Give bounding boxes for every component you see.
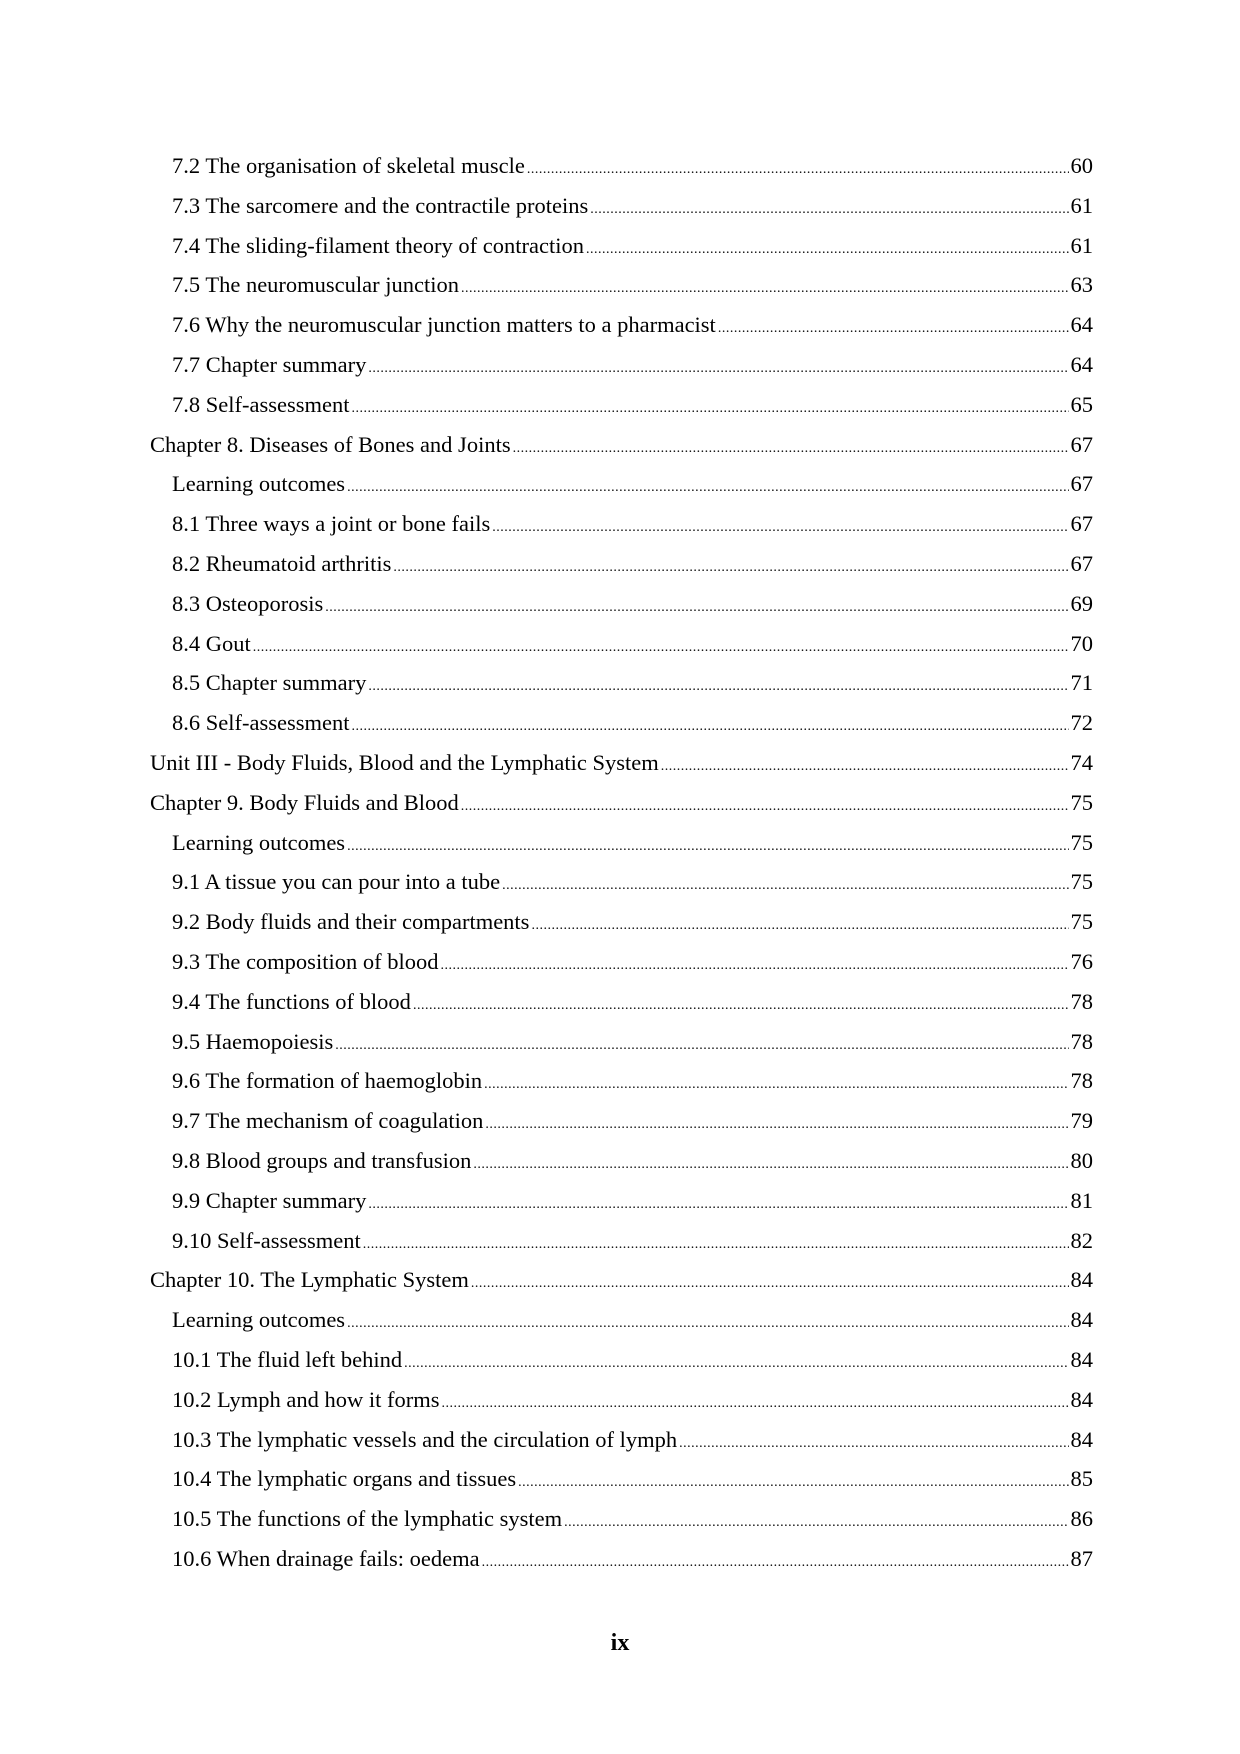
toc-entry-page: 84 xyxy=(1070,1307,1093,1333)
toc-entry-title: 9.10 Self-assessment xyxy=(172,1227,361,1253)
toc-entry[interactable] xyxy=(150,544,1093,584)
toc-dot-leader xyxy=(531,906,1068,946)
toc-entry[interactable] xyxy=(150,1141,1093,1181)
toc-entry-page: 86 xyxy=(1070,1506,1093,1532)
toc-entry[interactable] xyxy=(150,902,1093,942)
toc-entry-title: 7.2 The organisation of skeletal muscle xyxy=(172,153,525,178)
toc-entry[interactable] xyxy=(150,663,1093,703)
toc-dot-leader xyxy=(527,150,1069,190)
toc-entry-title: Chapter 10. The Lymphatic System xyxy=(150,1267,469,1293)
toc-entry-page: 61 xyxy=(1070,232,1093,258)
toc-entry[interactable] xyxy=(150,1260,1093,1300)
toc-dot-leader xyxy=(461,787,1069,827)
toc-entry-title: 9.4 The functions of blood xyxy=(172,988,411,1014)
toc-entry[interactable] xyxy=(150,464,1093,504)
toc-entry-page: 67 xyxy=(1070,550,1093,576)
toc-entry-page: 67 xyxy=(1070,511,1093,537)
toc-entry[interactable] xyxy=(150,823,1093,863)
toc-entry-page: 74 xyxy=(1070,749,1093,775)
toc-entry[interactable] xyxy=(150,265,1093,305)
toc-entry-page: 80 xyxy=(1070,1147,1093,1173)
toc-dot-leader xyxy=(564,1503,1068,1543)
toc-entry-page: 60 xyxy=(1070,153,1093,178)
toc-entry[interactable] xyxy=(150,1340,1093,1380)
toc-entry-title: Chapter 8. Diseases of Bones and Joints xyxy=(150,431,511,457)
toc-dot-leader xyxy=(347,1304,1068,1344)
toc-entry-page: 67 xyxy=(1070,431,1093,457)
toc-entry-page: 75 xyxy=(1070,789,1093,815)
toc-dot-leader xyxy=(393,548,1068,588)
toc-entry-page: 76 xyxy=(1070,948,1093,974)
toc-entry-title: 9.2 Body fluids and their compartments xyxy=(172,909,530,935)
toc-dot-leader xyxy=(440,946,1068,986)
toc-entry-page: 71 xyxy=(1070,670,1093,696)
toc-entry[interactable] xyxy=(150,425,1093,465)
toc-entry-page: 85 xyxy=(1070,1466,1093,1492)
toc-entry[interactable] xyxy=(150,1300,1093,1340)
toc-entry-title: 8.6 Self-assessment xyxy=(172,710,350,736)
toc-entry[interactable] xyxy=(150,186,1093,226)
toc-entry-title: 10.5 The functions of the lymphatic system xyxy=(172,1506,563,1532)
page-number: ix xyxy=(610,1630,630,1656)
toc-entry-title: 10.4 The lymphatic organs and tissues xyxy=(172,1466,517,1492)
toc-dot-leader xyxy=(368,1185,1068,1225)
toc-entry-title: 7.6 Why the neuromuscular junction matters to a pharmacist xyxy=(172,312,716,338)
toc-dot-leader xyxy=(351,389,1068,429)
toc-dot-leader xyxy=(484,1065,1068,1105)
toc-entry-title: 9.8 Blood groups and transfusion xyxy=(172,1147,472,1173)
toc-entry-title: 9.6 The formation of haemoglobin xyxy=(172,1068,483,1094)
toc-entry-page: 84 xyxy=(1070,1426,1093,1452)
toc-entry-title: 10.3 The lymphatic vessels and the circulation of lymph xyxy=(172,1426,678,1452)
toc-entry-title: 9.9 Chapter summary xyxy=(172,1187,367,1213)
toc-entry-title: Learning outcomes xyxy=(172,471,346,497)
toc-entry-title: 10.6 When drainage fails: oedema xyxy=(172,1545,480,1571)
toc-entry-title: 7.7 Chapter summary xyxy=(172,351,367,377)
toc-entry-page: 78 xyxy=(1070,1068,1093,1094)
toc-dot-leader xyxy=(325,588,1068,628)
toc-entry[interactable] xyxy=(150,1499,1093,1539)
toc-entry[interactable] xyxy=(150,862,1093,902)
toc-entry-title: Chapter 9. Body Fluids and Blood xyxy=(150,789,459,815)
toc-entry-page: 79 xyxy=(1070,1108,1093,1134)
toc-entry[interactable] xyxy=(150,1539,1093,1579)
toc-dot-leader xyxy=(351,707,1068,747)
toc-entry-title: 7.5 The neuromuscular junction xyxy=(172,272,460,298)
toc-entry[interactable] xyxy=(150,1459,1093,1499)
toc-entry-title: 9.1 A tissue you can pour into a tube xyxy=(172,869,501,895)
toc-entry-title: 9.3 The composition of blood xyxy=(172,948,439,974)
toc-entry-page: 75 xyxy=(1070,909,1093,935)
toc-entry-title: Learning outcomes xyxy=(172,1307,346,1333)
toc-entry[interactable] xyxy=(150,345,1093,385)
toc-dot-leader xyxy=(441,1384,1068,1424)
toc-entry-title: 10.1 The fluid left behind xyxy=(172,1346,403,1372)
toc-dot-leader xyxy=(473,1145,1068,1185)
toc-entry[interactable] xyxy=(150,385,1093,425)
toc-entry-page: 70 xyxy=(1070,630,1093,656)
toc-entry-page: 63 xyxy=(1070,272,1093,298)
toc-dot-leader xyxy=(492,508,1068,548)
toc-dot-leader xyxy=(368,667,1068,707)
toc-entry-page: 81 xyxy=(1070,1187,1093,1213)
toc-entry-page: 84 xyxy=(1070,1346,1093,1372)
toc-entry[interactable] xyxy=(150,703,1093,743)
toc-entry[interactable] xyxy=(150,624,1093,664)
toc-dot-leader xyxy=(413,986,1069,1026)
toc-entry-page: 78 xyxy=(1070,988,1093,1014)
toc-dot-leader xyxy=(347,468,1068,508)
toc-entry[interactable] xyxy=(150,1022,1093,1062)
toc-dot-leader xyxy=(518,1463,1068,1503)
toc-dot-leader xyxy=(471,1264,1069,1304)
toc-entry[interactable] xyxy=(150,1420,1093,1460)
toc-dot-leader xyxy=(253,628,1069,668)
toc-entry[interactable] xyxy=(150,743,1093,783)
toc-entry-title: 8.3 Osteoporosis xyxy=(172,590,324,616)
toc-dot-leader xyxy=(461,269,1068,309)
toc-entry-page: 61 xyxy=(1070,192,1093,218)
toc-dot-leader xyxy=(482,1543,1069,1583)
toc-entry[interactable] xyxy=(150,942,1093,982)
toc-dot-leader xyxy=(718,309,1069,349)
toc-entry[interactable] xyxy=(150,1380,1093,1420)
toc-dot-leader xyxy=(404,1344,1068,1384)
toc-entry[interactable] xyxy=(150,584,1093,624)
toc-entry[interactable] xyxy=(150,1101,1093,1141)
toc-entry-page: 72 xyxy=(1070,710,1093,736)
toc-entry-title: 10.2 Lymph and how it forms xyxy=(172,1386,440,1412)
toc-entry-title: 7.4 The sliding-filament theory of contraction xyxy=(172,232,584,258)
toc-dot-leader xyxy=(335,1026,1068,1066)
toc-entry-title: 8.5 Chapter summary xyxy=(172,670,367,696)
toc-dot-leader xyxy=(485,1105,1068,1145)
toc-dot-leader xyxy=(661,747,1069,787)
toc-dot-leader xyxy=(502,866,1068,906)
toc-dot-leader xyxy=(368,349,1068,389)
toc-entry-page: 84 xyxy=(1070,1267,1093,1293)
toc-entry[interactable] xyxy=(150,305,1093,345)
toc-dot-leader xyxy=(363,1225,1069,1265)
toc-entry[interactable] xyxy=(150,504,1093,544)
toc-dot-leader xyxy=(586,230,1069,270)
toc-entry[interactable] xyxy=(150,226,1093,266)
toc-entry-page: 64 xyxy=(1070,312,1093,338)
toc-entry-title: 7.3 The sarcomere and the contractile proteins xyxy=(172,192,589,218)
toc-entry[interactable] xyxy=(150,146,1093,186)
toc-entry-page: 75 xyxy=(1070,869,1093,895)
toc-entry-page: 69 xyxy=(1070,590,1093,616)
toc-entry[interactable] xyxy=(150,1181,1093,1221)
toc-entry-title: Unit III - Body Fluids, Blood and the Lymphatic System xyxy=(150,749,659,775)
toc-dot-leader xyxy=(679,1424,1068,1464)
toc-entry[interactable] xyxy=(150,783,1093,823)
toc-dot-leader xyxy=(347,827,1068,867)
toc-entry-title: 9.5 Haemopoiesis xyxy=(172,1028,334,1054)
toc-entry-title: 8.2 Rheumatoid arthritis xyxy=(172,550,392,576)
toc-entry[interactable] xyxy=(150,982,1093,1022)
toc-entry-title: 7.8 Self-assessment xyxy=(172,391,350,417)
toc-entry-page: 78 xyxy=(1070,1028,1093,1054)
toc-entry-page: 84 xyxy=(1070,1386,1093,1412)
toc-entry-page: 87 xyxy=(1070,1545,1093,1571)
toc-entry-title: 9.7 The mechanism of coagulation xyxy=(172,1108,484,1134)
toc-entry[interactable] xyxy=(150,1061,1093,1101)
toc-entry-title: 8.1 Three ways a joint or bone fails xyxy=(172,511,491,537)
toc-entry[interactable] xyxy=(150,1221,1093,1261)
table-of-contents xyxy=(150,146,1093,1579)
toc-entry-page: 67 xyxy=(1070,471,1093,497)
toc-entry-title: Learning outcomes xyxy=(172,829,346,855)
toc-dot-leader xyxy=(513,429,1069,469)
toc-entry-page: 65 xyxy=(1070,391,1093,417)
toc-entry-page: 64 xyxy=(1070,351,1093,377)
toc-dot-leader xyxy=(590,190,1068,230)
toc-entry-page: 82 xyxy=(1070,1227,1093,1253)
toc-entry-page: 75 xyxy=(1070,829,1093,855)
toc-entry-title: 8.4 Gout xyxy=(172,630,251,656)
